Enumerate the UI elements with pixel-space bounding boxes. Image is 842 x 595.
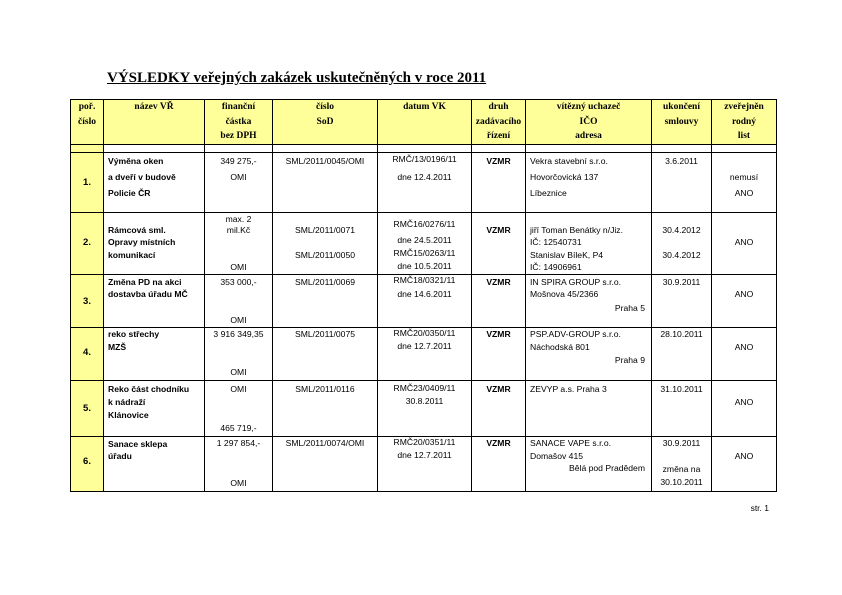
row-number: 5. xyxy=(71,380,104,436)
cell-procedure-type: VZMR xyxy=(472,274,526,327)
cell-procedure-type: VZMR xyxy=(472,436,526,491)
cell-winner: PSP.ADV-GROUP s.r.o. Náchodská 801 Praha 9 xyxy=(526,327,652,380)
cell-amount: 1 297 854,- OMI xyxy=(205,436,273,491)
cell-name: Sanace sklepa úřadu xyxy=(104,436,205,491)
row-number: 4. xyxy=(71,327,104,380)
row-number: 3. xyxy=(71,274,104,327)
cell-published: ANO xyxy=(712,212,777,274)
cell-contract-number: SML/2011/0045/OMI xyxy=(273,152,378,212)
cell-procedure-type: VZMR xyxy=(472,152,526,212)
cell-vk-date: RMČ20/0351/11 dne 12.7.2011 xyxy=(378,436,472,491)
cell-vk-date: RMČ23/0409/11 30.8.2011 xyxy=(378,380,472,436)
cell-winner: jiří Toman Benátky n/Jiz. IČ: 12540731 Stanislav BíleK, P4 IČ: 14906961 xyxy=(526,212,652,274)
cell-contract-end: 3.6.2011 xyxy=(652,152,712,212)
cell-amount: 349 275,- OMI xyxy=(205,152,273,212)
cell-contract-number: SML/2011/0075 xyxy=(273,327,378,380)
cell-name: Výměna oken a dveří v budově Policie ČR xyxy=(104,152,205,212)
cell-contract-end: 31.10.2011 xyxy=(652,380,712,436)
cell-vk-date: RMČ16/0276/11 dne 24.5.2011 RMČ15/0263/11 dne 10.5.2011 xyxy=(378,212,472,274)
cell-contract-end: 30.4.2012 30.4.2012 xyxy=(652,212,712,274)
row-number: 2. xyxy=(71,212,104,274)
cell-published: ANO xyxy=(712,436,777,491)
header-cell-contract-number: číslo SoD xyxy=(273,100,378,145)
cell-vk-date: RMČ20/0350/11 dne 12.7.2011 xyxy=(378,327,472,380)
cell-amount: 353 000,- OMI xyxy=(205,274,273,327)
cell-procedure-type: VZMR xyxy=(472,212,526,274)
cell-published: ANO xyxy=(712,380,777,436)
cell-amount: max. 2 mil.Kč OMI xyxy=(205,212,273,274)
cell-winner: SANACE VAPE s.r.o. Domašov 415 Bělá pod Pradědem xyxy=(526,436,652,491)
header-cell-procedure-type: druh zadávacího řízení xyxy=(472,100,526,145)
row-number: 6. xyxy=(71,436,104,491)
header-cell-winner: vítězný uchazeč IČO adresa xyxy=(526,100,652,145)
table-row xyxy=(71,436,777,491)
cell-contract-number: SML/2011/0071 SML/2011/0050 xyxy=(273,212,378,274)
contracts-table xyxy=(70,99,777,492)
header-cell-published: zveřejněn rodný list xyxy=(712,100,777,145)
table-row xyxy=(71,380,777,436)
header-spacer-row xyxy=(71,144,777,152)
cell-amount: OMI 465 719,- xyxy=(205,380,273,436)
cell-procedure-type: VZMR xyxy=(472,380,526,436)
cell-contract-end: 30.9.2011 změna na 30.10.2011 xyxy=(652,436,712,491)
cell-name: Změna PD na akci dostavba úřadu MČ xyxy=(104,274,205,327)
header-cell-contract-end: ukončení smlouvy xyxy=(652,100,712,145)
header-cell-name: název VŘ xyxy=(104,100,205,145)
cell-name: reko střechy MZŠ xyxy=(104,327,205,380)
cell-contract-number: SML/2011/0116 xyxy=(273,380,378,436)
cell-published: nemusí ANO xyxy=(712,152,777,212)
cell-contract-number: SML/2011/0069 xyxy=(273,274,378,327)
cell-name: Rámcová sml. Opravy místních komunikací xyxy=(104,212,205,274)
cell-procedure-type: VZMR xyxy=(472,327,526,380)
cell-vk-date: RMČ18/0321/11 dne 14.6.2011 xyxy=(378,274,472,327)
cell-winner: IN SPIRA GROUP s.r.o. Mošnova 45/2366 Praha 5 xyxy=(526,274,652,327)
cell-winner: ZEVYP a.s. Praha 3 xyxy=(526,380,652,436)
table-row xyxy=(71,327,777,380)
header-cell-vk-date: datum VK xyxy=(378,100,472,145)
cell-amount: 3 916 349,35 OMI xyxy=(205,327,273,380)
cell-published: ANO xyxy=(712,327,777,380)
cell-contract-number: SML/2011/0074/OMI xyxy=(273,436,378,491)
row-number: 1. xyxy=(71,152,104,212)
table-row xyxy=(71,212,777,274)
table-row xyxy=(71,152,777,212)
cell-published: ANO xyxy=(712,274,777,327)
table-row xyxy=(71,274,777,327)
cell-winner: Vekra stavební s.r.o. Hovorčovická 137 Líbeznice xyxy=(526,152,652,212)
cell-name: Reko část chodníku k nádraží Klánovice xyxy=(104,380,205,436)
cell-vk-date: RMČ/13/0196/11 dne 12.4.2011 xyxy=(378,152,472,212)
page-number: str. 1 xyxy=(750,503,769,513)
header-cell-number: poř. číslo xyxy=(71,100,104,145)
table-header xyxy=(71,100,777,145)
cell-contract-end: 30.9.2011 xyxy=(652,274,712,327)
cell-contract-end: 28.10.2011 xyxy=(652,327,712,380)
header-cell-amount: finanční částka bez DPH xyxy=(205,100,273,145)
page-title: VÝSLEDKY veřejných zakázek uskutečněných v roce 2011 xyxy=(107,70,487,86)
